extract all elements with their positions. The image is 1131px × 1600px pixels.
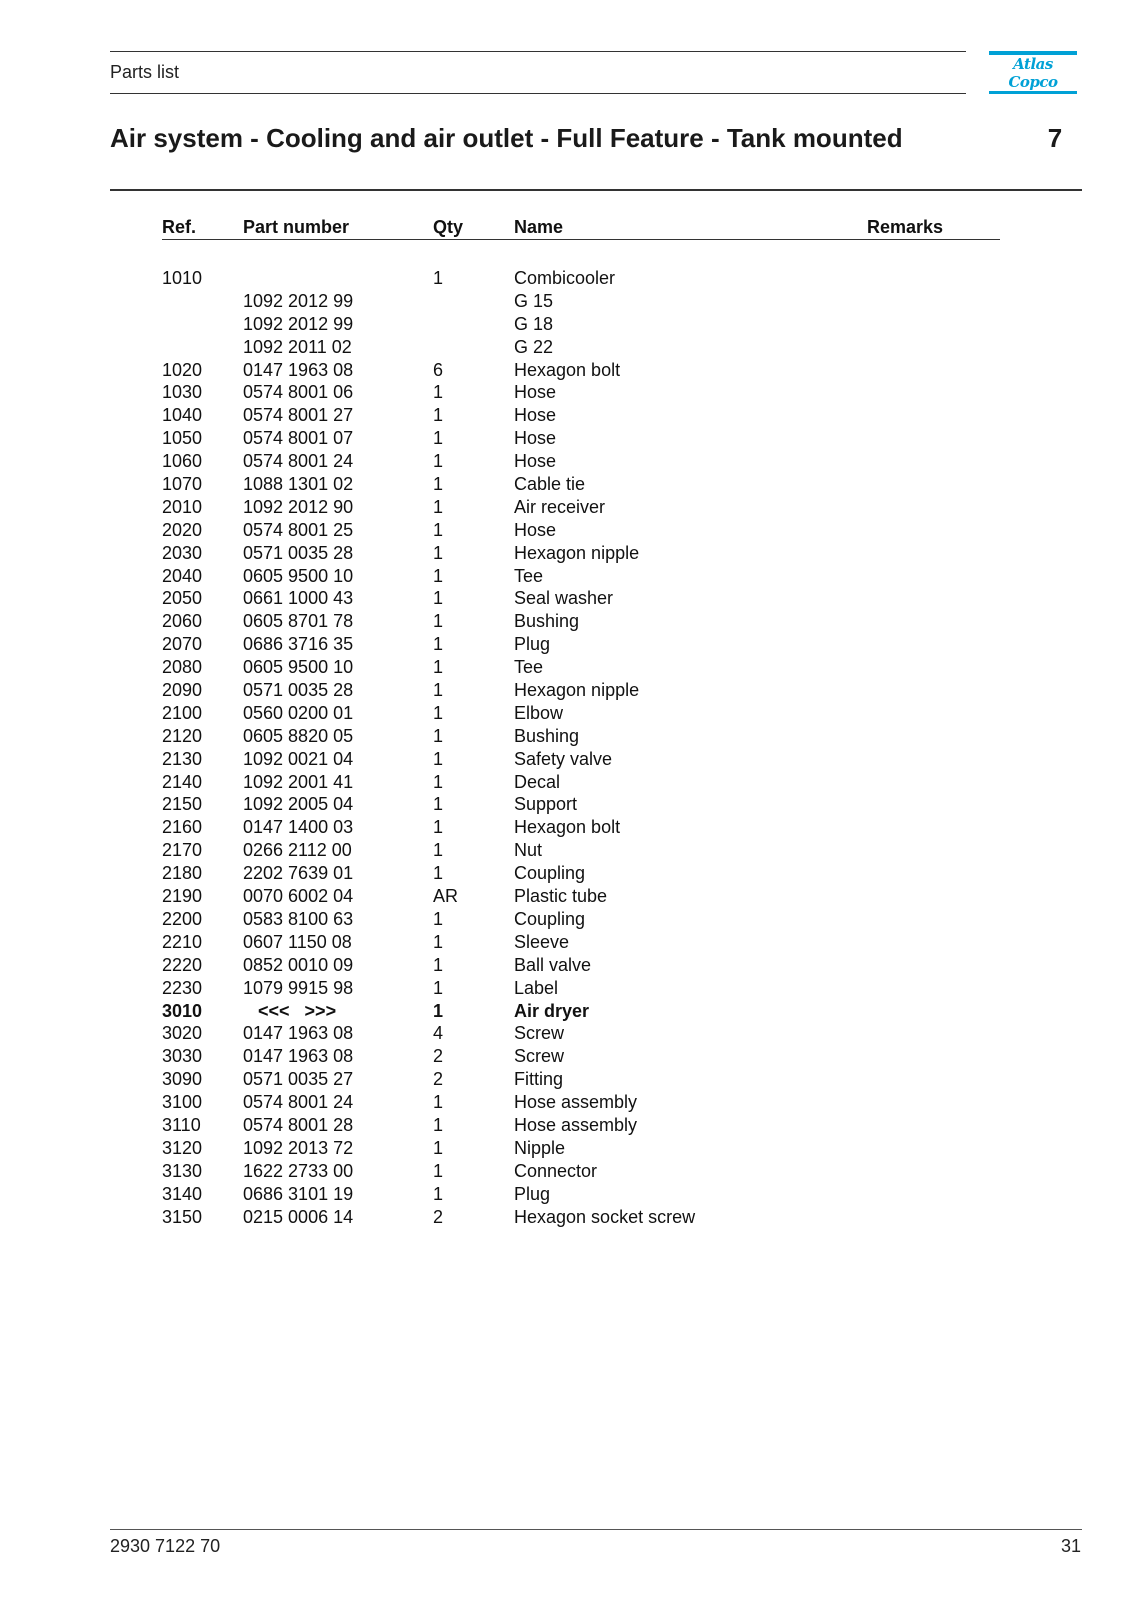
table-header <box>162 215 1000 240</box>
cell-part-number: 0605 8820 05 <box>243 725 354 746</box>
cell-ref <box>162 313 243 336</box>
table-row <box>162 381 1000 404</box>
header-top-rule <box>110 51 966 52</box>
cell-remarks <box>867 359 1000 382</box>
cell-qty: 1 <box>433 1137 444 1158</box>
cell-remarks <box>867 1091 1000 1114</box>
footer-rule <box>110 1529 1082 1530</box>
cell-name: Air receiver <box>514 496 606 517</box>
cell-part-number: 1092 2012 99 <box>243 313 354 334</box>
cell-name: Air dryer <box>514 1000 590 1021</box>
table-row <box>162 1068 1000 1091</box>
cell-part-number: 0571 0035 27 <box>243 1069 354 1090</box>
cell-ref: 2080 <box>162 657 203 678</box>
cell-qty <box>433 336 514 359</box>
table-row <box>162 977 1000 1000</box>
cell-remarks <box>867 793 1000 816</box>
cell-name: Plug <box>514 1183 551 1204</box>
cell-name: Safety valve <box>514 748 613 769</box>
cell-qty: 4 <box>433 1023 444 1044</box>
cell-ref: 2050 <box>162 588 203 609</box>
cell-part-number: 0574 8001 27 <box>243 405 354 426</box>
table-row <box>162 1045 1000 1068</box>
table-row <box>162 427 1000 450</box>
logo-bottom-bar <box>989 91 1077 95</box>
cell-part-number: 0571 0035 28 <box>243 542 354 563</box>
table-row <box>162 725 1000 748</box>
table-row <box>162 1114 1000 1137</box>
cell-qty: 1 <box>433 840 444 861</box>
cell-name: Ball valve <box>514 954 592 975</box>
cell-ref: 3120 <box>162 1137 203 1158</box>
cell-part-number: 0266 2112 00 <box>243 840 352 861</box>
cell-ref: 3100 <box>162 1092 203 1113</box>
table-body <box>162 267 1000 1228</box>
cell-remarks <box>867 1000 1000 1023</box>
cell-ref: 3130 <box>162 1160 203 1181</box>
cell-remarks <box>867 542 1000 565</box>
cell-ref: 1060 <box>162 451 203 472</box>
cell-name: Hose <box>514 519 557 540</box>
cell-part-number: 1092 2012 90 <box>243 496 354 517</box>
cell-part-number: 0147 1400 03 <box>243 817 354 838</box>
cell-remarks <box>867 1160 1000 1183</box>
cell-ref: 2120 <box>162 725 203 746</box>
cell-part-number: 0147 1963 08 <box>243 359 354 380</box>
cell-remarks <box>867 610 1000 633</box>
cell-remarks <box>867 473 1000 496</box>
table-row <box>162 885 1000 908</box>
table-row <box>162 519 1000 542</box>
title-rule <box>110 189 1082 191</box>
table-row <box>162 565 1000 588</box>
cell-qty: 1 <box>433 680 444 701</box>
table-row <box>162 793 1000 816</box>
cell-ref: 2010 <box>162 496 203 517</box>
cell-qty: 1 <box>433 931 444 952</box>
table-row <box>162 862 1000 885</box>
cell-qty: 1 <box>433 702 444 723</box>
cell-ref: 2170 <box>162 840 203 861</box>
cell-name: Coupling <box>514 863 586 884</box>
cell-ref: 2090 <box>162 680 203 701</box>
cell-part-number: 0560 0200 01 <box>243 702 354 723</box>
cell-ref: 2060 <box>162 611 203 632</box>
cell-ref: 2100 <box>162 702 203 723</box>
table-row <box>162 587 1000 610</box>
cell-part-number: 0661 1000 43 <box>243 588 354 609</box>
cell-qty: 1 <box>433 1160 444 1181</box>
cell-part-number: 0574 8001 24 <box>243 1092 354 1113</box>
cell-remarks <box>867 336 1000 359</box>
table-row <box>162 1183 1000 1206</box>
cell-name: Hexagon bolt <box>514 359 621 380</box>
cell-remarks <box>867 1206 1000 1229</box>
cell-part-number: 0571 0035 28 <box>243 680 354 701</box>
cell-qty: 1 <box>433 1183 444 1204</box>
cell-ref: 1030 <box>162 382 203 403</box>
cell-ref: 3110 <box>162 1114 201 1135</box>
cell-name: Tee <box>514 657 544 678</box>
cell-qty: 6 <box>433 359 444 380</box>
cell-qty: 1 <box>433 496 444 517</box>
cell-name: Coupling <box>514 908 586 929</box>
cell-name: Decal <box>514 771 561 792</box>
cell-part-number: 0605 9500 10 <box>243 657 354 678</box>
cell-part-number: 0686 3101 19 <box>243 1183 354 1204</box>
cell-remarks <box>867 656 1000 679</box>
cell-name: Hose assembly <box>514 1092 638 1113</box>
table-row <box>162 839 1000 862</box>
cell-ref: 2130 <box>162 748 203 769</box>
cell-part-number: 0852 0010 09 <box>243 954 354 975</box>
cell-part-number: 0607 1150 08 <box>243 931 352 952</box>
cell-qty: 1 <box>433 954 444 975</box>
cell-part-number: 1079 9915 98 <box>243 977 354 998</box>
cell-part-number: 1092 2013 72 <box>243 1137 354 1158</box>
cell-remarks <box>867 381 1000 404</box>
table-row <box>162 1000 1000 1023</box>
cell-qty: 1 <box>433 725 444 746</box>
table-row <box>162 771 1000 794</box>
cell-name: Hexagon nipple <box>514 680 640 701</box>
cell-qty: 2 <box>433 1069 444 1090</box>
cell-remarks <box>867 771 1000 794</box>
cell-ref: 2230 <box>162 977 203 998</box>
table-row <box>162 290 1000 313</box>
table-row <box>162 1091 1000 1114</box>
cell-name: Plastic tube <box>514 886 608 907</box>
cell-ref <box>162 336 243 359</box>
cell-ref: 2200 <box>162 908 203 929</box>
cell-qty: 1 <box>433 634 444 655</box>
cell-remarks <box>867 839 1000 862</box>
cell-name: Bushing <box>514 611 580 632</box>
cell-remarks <box>867 862 1000 885</box>
cell-name: Cable tie <box>514 474 586 495</box>
cell-part-number: 1092 2005 04 <box>243 794 354 815</box>
cell-name: Hexagon bolt <box>514 817 621 838</box>
cell-qty: 1 <box>433 542 444 563</box>
cell-qty: 1 <box>433 382 444 403</box>
table-row <box>162 542 1000 565</box>
cell-remarks <box>867 816 1000 839</box>
table-row <box>162 633 1000 656</box>
cell-name: Sleeve <box>514 931 570 952</box>
cell-qty: 1 <box>433 611 444 632</box>
cell-part-number: 0215 0006 14 <box>243 1206 354 1227</box>
cell-remarks <box>867 290 1000 313</box>
cell-remarks <box>867 1068 1000 1091</box>
cell-name: Screw <box>514 1046 565 1067</box>
cell-qty: AR <box>433 886 459 907</box>
cell-qty: 1 <box>433 451 444 472</box>
cell-remarks <box>867 1045 1000 1068</box>
cell-remarks <box>867 1114 1000 1137</box>
cell-ref: 2190 <box>162 886 203 907</box>
cell-ref: 3150 <box>162 1206 203 1227</box>
cell-part-number: 0147 1963 08 <box>243 1023 354 1044</box>
cell-name: G 15 <box>514 290 554 311</box>
table-row <box>162 931 1000 954</box>
column-header-qty: Qty <box>433 217 464 237</box>
cell-remarks <box>867 427 1000 450</box>
table-row <box>162 1137 1000 1160</box>
cell-ref: 2020 <box>162 519 203 540</box>
table-row <box>162 1022 1000 1045</box>
section-label: Parts list <box>110 62 180 82</box>
cell-remarks <box>867 725 1000 748</box>
cell-ref: 3140 <box>162 1183 203 1204</box>
cell-part-number: 2202 7639 01 <box>243 863 354 884</box>
cell-ref: 3010 <box>162 1000 203 1021</box>
cell-remarks <box>867 450 1000 473</box>
cell-name: Combicooler <box>514 268 616 288</box>
cell-qty: 2 <box>433 1046 444 1067</box>
cell-remarks <box>867 748 1000 771</box>
chapter-number: 7 <box>1047 123 1063 153</box>
cell-part-number: 1622 2733 00 <box>243 1160 354 1181</box>
cell-part-number: 1092 2012 99 <box>243 290 354 311</box>
cell-part-number: 0686 3716 35 <box>243 634 354 655</box>
cell-remarks <box>867 679 1000 702</box>
cell-ref: 2150 <box>162 794 203 815</box>
cell-remarks <box>867 954 1000 977</box>
table-row <box>162 336 1000 359</box>
cell-ref: 3020 <box>162 1023 203 1044</box>
cell-part-number: 0605 8701 78 <box>243 611 354 632</box>
cell-qty: 1 <box>433 565 444 586</box>
cell-remarks <box>867 702 1000 725</box>
cell-ref: 3030 <box>162 1046 203 1067</box>
cell-ref: 1070 <box>162 474 203 495</box>
cell-remarks <box>867 1137 1000 1160</box>
cell-ref: 2070 <box>162 634 203 655</box>
cell-ref: 2180 <box>162 863 203 884</box>
cell-ref: 2140 <box>162 771 203 792</box>
cell-ref: 1020 <box>162 359 203 380</box>
cell-name: Bushing <box>514 725 580 746</box>
table-row <box>162 748 1000 771</box>
cell-ref: 2040 <box>162 565 203 586</box>
cell-remarks <box>867 1183 1000 1206</box>
cell-ref: 3090 <box>162 1069 203 1090</box>
table-row <box>162 496 1000 519</box>
cell-name: Seal washer <box>514 588 614 609</box>
table-row <box>162 1160 1000 1183</box>
cell-qty <box>433 313 514 336</box>
cell-qty: 1 <box>433 1000 444 1021</box>
cell-qty: 1 <box>433 428 444 449</box>
cell-ref: 2210 <box>162 931 203 952</box>
table-row <box>162 473 1000 496</box>
cell-part-number: 1092 2011 02 <box>243 336 352 357</box>
cell-qty: 1 <box>433 863 444 884</box>
page-title: Air system - Cooling and air outlet - Full Feature - Tank mounted <box>110 123 903 153</box>
cell-qty: 1 <box>433 405 444 426</box>
table-row <box>162 267 1000 290</box>
cell-part-number: 0574 8001 28 <box>243 1114 354 1135</box>
cell-remarks <box>867 267 1000 290</box>
table-row <box>162 816 1000 839</box>
cell-qty: 1 <box>433 474 444 495</box>
cell-qty: 1 <box>433 268 444 288</box>
cell-ref: 1050 <box>162 428 203 449</box>
table-row <box>162 450 1000 473</box>
cell-part-number: 1092 0021 04 <box>243 748 354 769</box>
cell-name: G 22 <box>514 336 554 357</box>
cell-remarks <box>867 519 1000 542</box>
cell-ref: 2030 <box>162 542 203 563</box>
cell-remarks <box>867 885 1000 908</box>
cell-qty: 1 <box>433 1092 444 1113</box>
cell-qty: 1 <box>433 771 444 792</box>
cell-name: Hose <box>514 428 557 449</box>
cell-qty: 2 <box>433 1206 444 1227</box>
table-row <box>162 1206 1000 1229</box>
cell-remarks <box>867 633 1000 656</box>
cell-remarks <box>867 1022 1000 1045</box>
cell-qty: 1 <box>433 908 444 929</box>
table-row <box>162 313 1000 336</box>
table-row <box>162 954 1000 977</box>
cell-remarks <box>867 977 1000 1000</box>
table-row <box>162 679 1000 702</box>
cell-name: Hose assembly <box>514 1114 638 1135</box>
cell-name: Hose <box>514 382 557 403</box>
cell-remarks <box>867 496 1000 519</box>
cell-part-number: 0574 8001 07 <box>243 428 354 449</box>
cell-name: Nut <box>514 840 543 861</box>
cell-ref <box>162 290 243 313</box>
cell-part-number: 0147 1963 08 <box>243 1046 354 1067</box>
cell-part-number: 0574 8001 24 <box>243 451 354 472</box>
cell-ref: 1040 <box>162 405 203 426</box>
column-header-part-number: Part number <box>243 217 350 237</box>
cell-name: Hexagon socket screw <box>514 1206 696 1227</box>
table-row <box>162 702 1000 725</box>
cell-name: Hexagon nipple <box>514 542 640 563</box>
cell-ref: 1010 <box>162 268 203 288</box>
cell-ref: 2220 <box>162 954 203 975</box>
column-header-name: Name <box>514 217 564 237</box>
cell-remarks <box>867 313 1000 336</box>
cell-part-number: <<< >>> <box>243 1000 337 1021</box>
cell-name: Connector <box>514 1160 598 1181</box>
cell-name: Elbow <box>514 702 564 723</box>
table-row <box>162 610 1000 633</box>
cell-remarks <box>867 565 1000 588</box>
document-number: 2930 7122 70 <box>110 1536 221 1556</box>
cell-name: Screw <box>514 1023 565 1044</box>
cell-name: Label <box>514 977 559 998</box>
cell-qty: 1 <box>433 588 444 609</box>
cell-part-number: 0070 6002 04 <box>243 886 354 907</box>
cell-name: Nipple <box>514 1137 566 1158</box>
cell-remarks <box>867 404 1000 427</box>
cell-ref: 2160 <box>162 817 203 838</box>
page-number: 31 <box>1060 1536 1081 1556</box>
table-row <box>162 656 1000 679</box>
cell-part-number: 1088 1301 02 <box>243 474 354 495</box>
cell-qty <box>433 290 514 313</box>
cell-remarks <box>867 587 1000 610</box>
cell-qty: 1 <box>433 1114 444 1135</box>
cell-qty: 1 <box>433 657 444 678</box>
parts-table <box>162 215 1000 1228</box>
cell-name: Support <box>514 794 578 815</box>
brand-logo <box>989 51 1077 94</box>
column-header-ref: Ref. <box>162 217 197 237</box>
table-row <box>162 359 1000 382</box>
cell-name: Hose <box>514 451 557 472</box>
cell-name: Tee <box>514 565 544 586</box>
cell-qty: 1 <box>433 977 444 998</box>
table-row <box>162 908 1000 931</box>
cell-qty: 1 <box>433 794 444 815</box>
cell-part-number <box>243 267 433 290</box>
cell-part-number: 1092 2001 41 <box>243 771 354 792</box>
cell-qty: 1 <box>433 748 444 769</box>
header-bottom-rule <box>110 93 966 94</box>
cell-remarks <box>867 931 1000 954</box>
cell-name: Fitting <box>514 1069 564 1090</box>
cell-name: Hose <box>514 405 557 426</box>
cell-qty: 1 <box>433 519 444 540</box>
cell-part-number: 0605 9500 10 <box>243 565 354 586</box>
column-header-remarks: Remarks <box>867 217 944 237</box>
cell-name: G 18 <box>514 313 554 334</box>
cell-part-number: 0583 8100 63 <box>243 908 354 929</box>
table-row <box>162 404 1000 427</box>
logo-text: Atlas Copco <box>1008 54 1058 91</box>
cell-part-number: 0574 8001 06 <box>243 382 354 403</box>
cell-name: Plug <box>514 634 551 655</box>
cell-part-number: 0574 8001 25 <box>243 519 354 540</box>
cell-qty: 1 <box>433 817 444 838</box>
cell-remarks <box>867 908 1000 931</box>
